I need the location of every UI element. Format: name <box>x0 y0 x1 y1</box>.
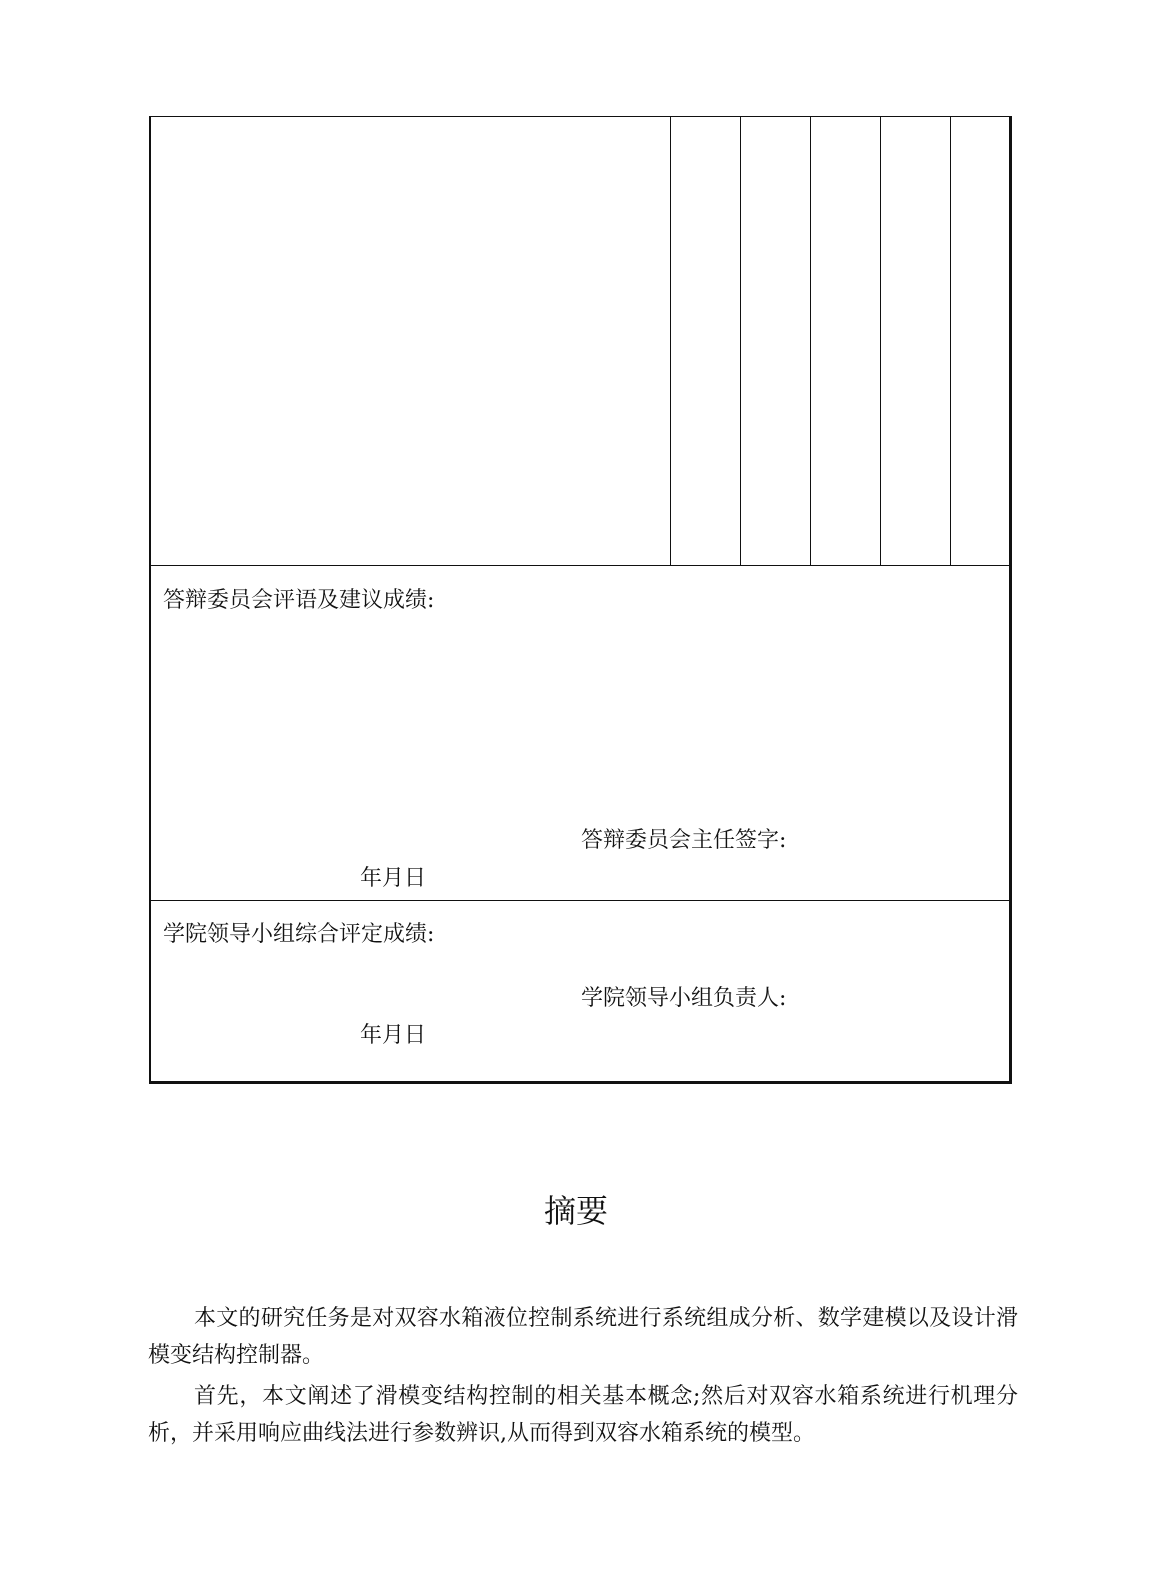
college-responsible-label: 学院领导小组负责人: <box>581 986 787 1011</box>
college-date-label: 年月日 <box>360 1023 427 1048</box>
abstract-body <box>148 1300 1018 1456</box>
abstract-title: 摘要 <box>543 1192 608 1230</box>
abstract-paragraph: 首先，本文阐述了滑模变结构控制的相关基本概念;然后对双容水箱系统进行机理分析，并采用响应曲线法进行参数辨识,从而得到双容水箱系统的模型。 <box>148 1384 1018 1446</box>
college-heading: 学院领导小组综合评定成绩: <box>163 922 435 947</box>
evaluation-table <box>149 116 1012 1084</box>
college-evaluation-section <box>151 901 1009 1082</box>
score-cell <box>880 117 950 565</box>
score-cell <box>740 117 810 565</box>
score-cell <box>950 117 1012 565</box>
committee-comments-section <box>151 566 1009 901</box>
committee-date-label: 年月日 <box>360 866 427 891</box>
abstract-paragraph: 本文的研究任务是对双容水箱液位控制系统进行系统组成分析、数学建模以及设计滑模变结构控制器。 <box>148 1306 1018 1368</box>
committee-heading: 答辩委员会评语及建议成绩: <box>163 588 435 613</box>
score-row <box>151 117 1009 566</box>
score-cell <box>810 117 880 565</box>
committee-signature-label: 答辩委员会主任签字: <box>581 828 787 853</box>
score-cell <box>670 117 740 565</box>
